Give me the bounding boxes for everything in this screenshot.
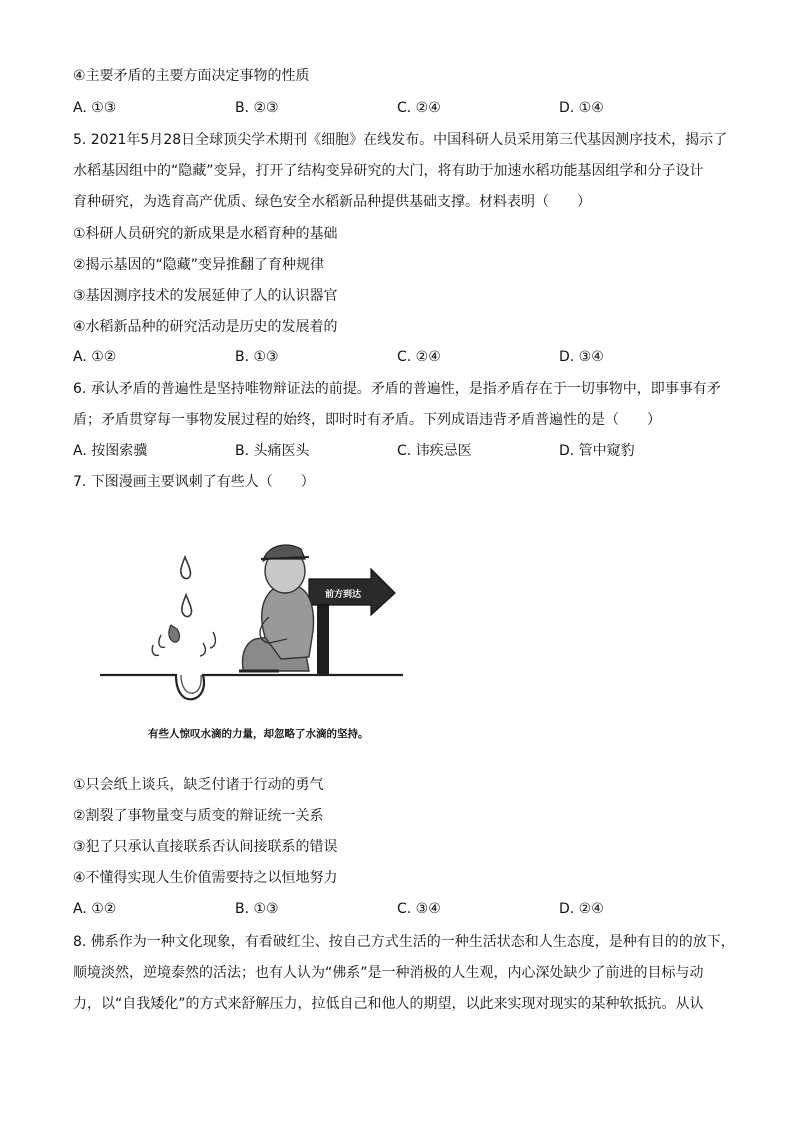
q5-item-2: ②揭示基因的“隐藏”变异推翻了育种规律	[73, 257, 325, 273]
q5-item-4: ④水稻新品种的研究活动是历史的发展着的	[73, 319, 338, 335]
ground-line	[100, 675, 403, 699]
q7-item-4: ④不懂得实现人生价值需要持之以恒地努力	[73, 870, 338, 886]
q7-option-b[interactable]: B. ①③	[235, 901, 279, 917]
q6-text-line-1: 6. 承认矛盾的普遍性是坚持唯物辩证法的前提。矛盾的普遍性，是指矛盾存在于一切事物中，即事事有矛	[73, 381, 721, 397]
q5-option-b[interactable]: B. ①③	[235, 349, 279, 365]
sign-text: 前方到达	[325, 590, 362, 600]
splash-right-1	[200, 643, 205, 656]
q8-text-line-1: 8. 佛系作为一种文化现象，有看破红尘、按自己方式生活的一种生活状态和人生态度，是种有目的的放下，	[73, 934, 735, 950]
water-drop-top	[181, 557, 191, 579]
q8-text-line-3: 力，以“自我矮化”的方式来舒解压力，拉低自己和他人的期望，以此来实现对现实的某种软抵抗。从认	[73, 996, 704, 1012]
q7-text-line-1: 7. 下图漫画主要讽刺了有些人（ ）	[73, 474, 315, 490]
splash-left-2	[159, 635, 165, 647]
cartoon-caption: 有些人惊叹水滴的力量，却忽略了水滴的坚持。	[148, 728, 369, 740]
q7-option-d[interactable]: D. ②④	[559, 901, 604, 917]
cartoon-illustration	[73, 497, 413, 752]
splash-drop	[169, 625, 180, 642]
q6-option-d[interactable]: D. 管中窥豹	[559, 443, 635, 459]
q5-item-3: ③基因测序技术的发展延伸了人的认识器官	[73, 288, 338, 304]
q4-option-d[interactable]: D. ①④	[559, 100, 604, 116]
q6-option-c[interactable]: C. 讳疾忌医	[397, 443, 472, 459]
q5-option-c[interactable]: C. ②④	[397, 349, 441, 365]
q4-option-a[interactable]: A. ①③	[73, 100, 117, 116]
water-drop-middle	[182, 595, 192, 617]
q7-item-1: ①只会纸上谈兵，缺乏付诸于行动的勇气	[73, 777, 324, 793]
q5-text-line-3: 育种研究，为选育高产优质、绿色安全水稻新品种提供基础支撑。材料表明（ ）	[73, 194, 591, 210]
q6-text-line-2: 盾；矛盾贯穿每一事物发展过程的始终，即时时有矛盾。下列成语违背矛盾普遍性的是（ ）	[73, 412, 661, 428]
q4-item-4: ④主要矛盾的主要方面决定事物的性质	[73, 68, 310, 84]
water-hollow	[181, 675, 201, 693]
q4-option-c[interactable]: C. ②④	[397, 100, 441, 116]
q7-option-c[interactable]: C. ③④	[397, 901, 441, 917]
q6-option-a[interactable]: A. 按图索骥	[73, 443, 148, 459]
q7-item-3: ③犯了只承认直接联系否认间接联系的错误	[73, 839, 338, 855]
q8-text-line-2: 顺境淡然，逆境泰然的活法；也有人认为“佛系”是一种消极的人生观，内心深处缺少了前进的目标与动	[73, 965, 704, 981]
q5-item-1: ①科研人员研究的新成果是水稻育种的基础	[73, 226, 338, 242]
q4-option-b[interactable]: B. ②③	[235, 100, 279, 116]
q5-option-d[interactable]: D. ③④	[559, 349, 604, 365]
q5-text-line-1: 5. 2021年5月28日全球顶尖学术期刊《细胞》在线发布。中国科研人员采用第三代基因测序技术，揭示了	[73, 132, 728, 148]
q5-option-a[interactable]: A. ①②	[73, 349, 117, 365]
q7-option-a[interactable]: A. ①②	[73, 901, 117, 917]
splash-right-2	[210, 632, 215, 648]
q5-text-line-2: 水稻基因组中的“隐藏”变异，打开了结构变异研究的大门，将有助于加速水稻功能基因组学和分子设计	[73, 163, 704, 179]
splash-left-1	[152, 645, 159, 655]
q6-option-b[interactable]: B. 头痛医头	[235, 443, 310, 459]
q7-item-2: ②割裂了事物量变与质变的辩证统一关系	[73, 808, 324, 824]
